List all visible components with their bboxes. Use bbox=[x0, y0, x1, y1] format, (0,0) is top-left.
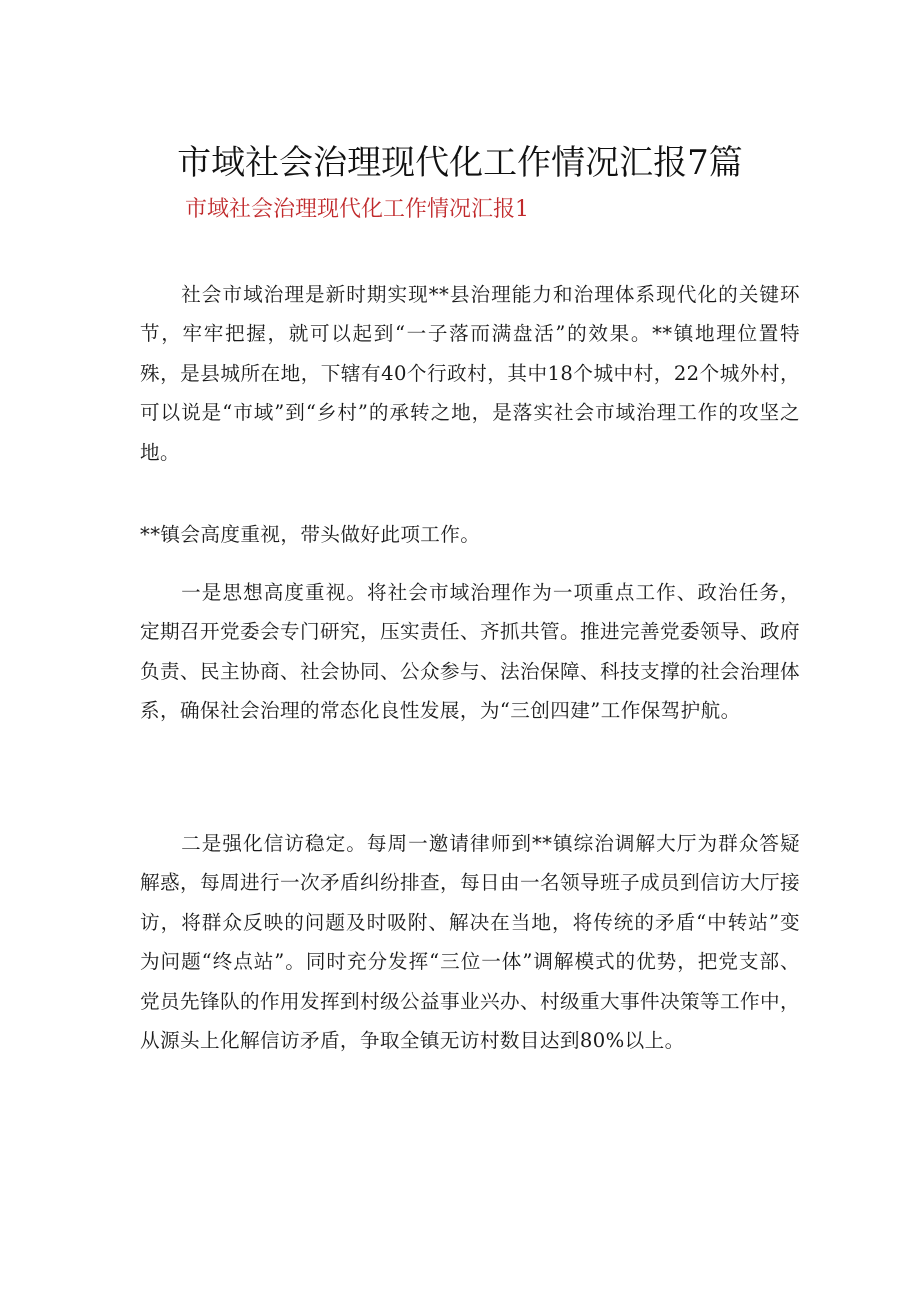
paragraph-intro: 社会市域治理是新时期实现**县治理能力和治理体系现代化的关键环节，牢牢把握，就可以起到“一子落而满盘活”的效果。**镇地理位置特殊，是县城所在地，下辖有40个行政村，其中18个城中村，22个城外村，可以说是“市域”到“乡村”的承转之地，是落实社会市域治理工作的攻坚之地。 bbox=[140, 283, 800, 464]
section-heading: 市域社会治理现代化工作情况汇报1 bbox=[185, 197, 529, 222]
paragraph-point-two: 二是强化信访稳定。每周一邀请律师到**镇综治调解大厅为群众答疑解惑，每周进行一次矛盾纠纷排查，每日由一名领导班子成员到信访大厅接访，将群众反映的问题及时吸附、解决在当地，将传统的矛盾“中转站”变为问题“终点站”。同时充分发挥“三位一体”调解模式的优势，把党支部、党员先锋队的作用发挥到村级公益事业兴办、村级重大事件决策等工作中，从源头上化解信访矛盾，争取全镇无访村数目达到80%以上。 bbox=[140, 832, 800, 1053]
document-title: 市域社会治理现代化工作情况汇报7篇 bbox=[177, 143, 743, 183]
paragraph-point-one: 一是思想高度重视。将社会市域治理作为一项重点工作、政治任务，定期召开党委会专门研究，压实责任、齐抓共管。推进完善党委领导、政府负责、民主协商、社会协同、公众参与、法治保障、科技支撑的社会治理体系，确保社会治理的常态化良性发展，为“三创四建”工作保驾护航。 bbox=[140, 581, 800, 723]
paragraph-emphasis: **镇会高度重视，带头做好此项工作。 bbox=[140, 523, 481, 546]
